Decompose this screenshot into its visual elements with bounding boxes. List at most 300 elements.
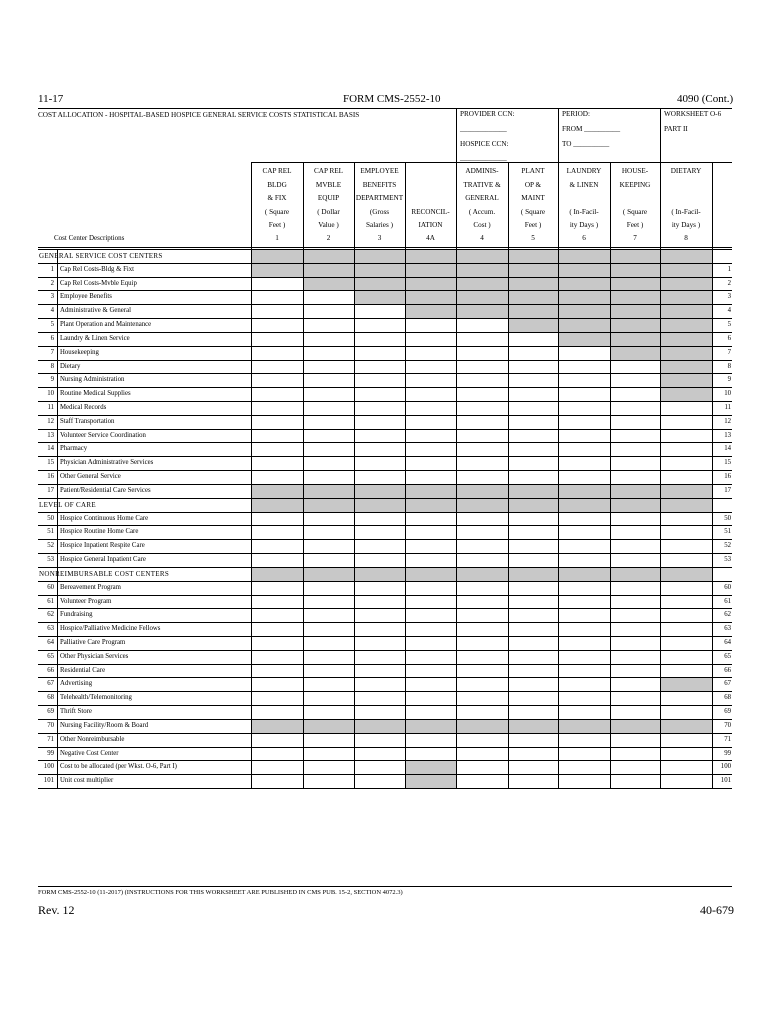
entry-cell[interactable]	[354, 456, 405, 470]
entry-cell[interactable]	[456, 512, 508, 526]
row-rule	[38, 608, 732, 609]
entry-cell[interactable]	[456, 664, 508, 678]
entry-cell[interactable]	[303, 747, 354, 761]
column-header-line: BENEFITS	[362, 180, 397, 189]
entry-cell[interactable]	[508, 456, 558, 470]
entry-cell[interactable]	[303, 373, 354, 387]
entry-cell[interactable]	[405, 691, 456, 705]
entry-cell[interactable]	[456, 429, 508, 443]
entry-cell[interactable]	[610, 401, 660, 415]
column-header-line: GENERAL	[465, 194, 499, 203]
entry-cell[interactable]	[354, 664, 405, 678]
row-rule	[38, 691, 732, 692]
entry-cell[interactable]	[508, 512, 558, 526]
entry-cell[interactable]	[303, 429, 354, 443]
provider-ccn-field[interactable]: _____________	[460, 125, 507, 133]
entry-cell[interactable]	[354, 318, 405, 332]
entry-cell[interactable]	[405, 470, 456, 484]
entry-cell[interactable]	[354, 401, 405, 415]
entry-cell[interactable]	[303, 705, 354, 719]
entry-cell[interactable]	[508, 539, 558, 553]
entry-cell[interactable]	[251, 318, 303, 332]
entry-cell[interactable]	[303, 581, 354, 595]
entry-cell[interactable]	[508, 401, 558, 415]
entry-cell[interactable]	[508, 346, 558, 360]
entry-cell[interactable]	[251, 429, 303, 443]
entry-cell[interactable]	[303, 304, 354, 318]
entry-cell[interactable]	[456, 747, 508, 761]
entry-cell[interactable]	[354, 774, 405, 788]
entry-cell[interactable]	[251, 581, 303, 595]
entry-cell[interactable]	[303, 290, 354, 304]
entry-cell[interactable]	[354, 705, 405, 719]
entry-cell[interactable]	[610, 760, 660, 774]
entry-cell[interactable]	[508, 581, 558, 595]
entry-cell[interactable]	[610, 691, 660, 705]
entry-cell[interactable]	[508, 332, 558, 346]
entry-cell[interactable]	[405, 401, 456, 415]
entry-cell[interactable]	[354, 691, 405, 705]
entry-cell[interactable]	[303, 360, 354, 374]
entry-cell[interactable]	[610, 373, 660, 387]
period-from-field[interactable]: FROM __________	[562, 125, 621, 133]
entry-cell[interactable]	[558, 650, 610, 664]
entry-cell[interactable]	[558, 581, 610, 595]
entry-cell[interactable]	[610, 636, 660, 650]
entry-cell[interactable]	[303, 456, 354, 470]
entry-cell[interactable]	[251, 733, 303, 747]
entry-cell[interactable]	[251, 470, 303, 484]
entry-cell[interactable]	[610, 442, 660, 456]
cost-center-label: Cap Rel Costs-Bldg & Fixt	[60, 265, 135, 273]
entry-cell[interactable]	[610, 622, 660, 636]
entry-cell[interactable]	[354, 512, 405, 526]
entry-cell[interactable]	[610, 664, 660, 678]
entry-cell[interactable]	[354, 608, 405, 622]
entry-cell[interactable]	[456, 360, 508, 374]
entry-cell[interactable]	[303, 622, 354, 636]
entry-cell[interactable]	[405, 664, 456, 678]
entry-cell[interactable]	[558, 539, 610, 553]
entry-cell[interactable]	[508, 747, 558, 761]
entry-cell[interactable]	[354, 553, 405, 567]
entry-cell[interactable]	[456, 373, 508, 387]
entry-cell[interactable]	[508, 429, 558, 443]
entry-cell[interactable]	[610, 553, 660, 567]
entry-cell[interactable]	[303, 664, 354, 678]
entry-cell[interactable]	[610, 733, 660, 747]
entry-cell[interactable]	[251, 360, 303, 374]
entry-cell[interactable]	[610, 512, 660, 526]
entry-cell[interactable]	[405, 677, 456, 691]
entry-cell[interactable]	[303, 401, 354, 415]
entry-cell[interactable]	[405, 595, 456, 609]
entry-cell[interactable]	[610, 525, 660, 539]
entry-cell[interactable]	[251, 774, 303, 788]
entry-cell[interactable]	[303, 512, 354, 526]
row-rule	[38, 484, 732, 485]
entry-cell[interactable]	[610, 677, 660, 691]
entry-cell[interactable]	[251, 332, 303, 346]
entry-cell[interactable]	[508, 470, 558, 484]
entry-cell[interactable]	[405, 442, 456, 456]
entry-cell[interactable]	[508, 664, 558, 678]
entry-cell[interactable]	[558, 360, 610, 374]
entry-cell[interactable]	[660, 747, 712, 761]
entry-cell[interactable]	[303, 650, 354, 664]
footer-rule	[38, 886, 732, 887]
entry-cell[interactable]	[456, 415, 508, 429]
entry-cell[interactable]	[303, 553, 354, 567]
entry-cell[interactable]	[251, 664, 303, 678]
entry-cell[interactable]	[660, 512, 712, 526]
entry-cell[interactable]	[508, 360, 558, 374]
entry-cell[interactable]	[660, 415, 712, 429]
entry-cell[interactable]	[251, 622, 303, 636]
entry-cell[interactable]	[508, 608, 558, 622]
shaded-cell	[610, 719, 660, 733]
entry-cell[interactable]	[456, 318, 508, 332]
entry-cell[interactable]	[251, 277, 303, 291]
entry-cell[interactable]	[558, 401, 610, 415]
shaded-cell	[405, 304, 456, 318]
entry-cell[interactable]	[660, 636, 712, 650]
entry-cell[interactable]	[405, 318, 456, 332]
entry-cell[interactable]	[456, 442, 508, 456]
column-header-line: ( Square	[622, 207, 648, 216]
entry-cell[interactable]	[558, 456, 610, 470]
entry-cell[interactable]	[303, 595, 354, 609]
entry-cell[interactable]	[405, 429, 456, 443]
entry-cell[interactable]	[303, 332, 354, 346]
entry-cell[interactable]	[354, 415, 405, 429]
entry-cell[interactable]	[251, 304, 303, 318]
row-rule	[38, 774, 732, 775]
entry-cell[interactable]	[251, 691, 303, 705]
entry-cell[interactable]	[508, 677, 558, 691]
column-header-line: CAP REL	[262, 167, 292, 175]
entry-cell[interactable]	[456, 760, 508, 774]
entry-cell[interactable]	[251, 760, 303, 774]
entry-cell[interactable]	[660, 622, 712, 636]
entry-cell[interactable]	[660, 595, 712, 609]
entry-cell[interactable]	[303, 733, 354, 747]
entry-cell[interactable]	[508, 553, 558, 567]
entry-cell[interactable]	[303, 760, 354, 774]
entry-cell[interactable]	[354, 747, 405, 761]
entry-cell[interactable]	[660, 553, 712, 567]
entry-cell[interactable]	[558, 373, 610, 387]
entry-cell[interactable]	[303, 774, 354, 788]
entry-cell[interactable]	[456, 525, 508, 539]
entry-cell[interactable]	[610, 774, 660, 788]
entry-cell[interactable]	[405, 539, 456, 553]
entry-cell[interactable]	[303, 677, 354, 691]
entry-cell[interactable]	[456, 456, 508, 470]
entry-cell[interactable]	[303, 608, 354, 622]
entry-cell[interactable]	[558, 553, 610, 567]
entry-cell[interactable]	[558, 691, 610, 705]
entry-cell[interactable]	[610, 539, 660, 553]
entry-cell[interactable]	[405, 512, 456, 526]
entry-cell[interactable]	[251, 705, 303, 719]
entry-cell[interactable]	[610, 415, 660, 429]
entry-cell[interactable]	[354, 360, 405, 374]
entry-cell[interactable]	[456, 608, 508, 622]
entry-cell[interactable]	[405, 373, 456, 387]
entry-cell[interactable]	[405, 747, 456, 761]
entry-cell[interactable]	[405, 525, 456, 539]
entry-cell[interactable]	[251, 539, 303, 553]
entry-cell[interactable]	[354, 525, 405, 539]
entry-cell[interactable]	[456, 553, 508, 567]
shaded-cell	[660, 360, 712, 374]
entry-cell[interactable]	[303, 525, 354, 539]
entry-cell[interactable]	[660, 650, 712, 664]
entry-cell[interactable]	[456, 733, 508, 747]
entry-cell[interactable]	[405, 622, 456, 636]
entry-cell[interactable]	[456, 705, 508, 719]
entry-cell[interactable]	[251, 373, 303, 387]
entry-cell[interactable]	[354, 733, 405, 747]
entry-cell[interactable]	[354, 622, 405, 636]
entry-cell[interactable]	[558, 705, 610, 719]
shaded-cell	[558, 332, 610, 346]
entry-cell[interactable]	[610, 387, 660, 401]
entry-cell[interactable]	[558, 677, 610, 691]
entry-cell[interactable]	[558, 747, 610, 761]
entry-cell[interactable]	[251, 442, 303, 456]
entry-cell[interactable]	[558, 429, 610, 443]
entry-cell[interactable]	[303, 415, 354, 429]
entry-cell[interactable]	[456, 387, 508, 401]
entry-cell[interactable]	[405, 733, 456, 747]
entry-cell[interactable]	[354, 470, 405, 484]
entry-cell[interactable]	[303, 470, 354, 484]
page-number: 40-679	[700, 903, 734, 917]
entry-cell[interactable]	[610, 705, 660, 719]
line-number: 15	[47, 459, 54, 467]
entry-cell[interactable]	[558, 470, 610, 484]
entry-cell[interactable]	[251, 346, 303, 360]
shaded-cell	[610, 318, 660, 332]
entry-cell[interactable]	[508, 733, 558, 747]
entry-cell[interactable]	[610, 360, 660, 374]
entry-cell[interactable]	[251, 747, 303, 761]
entry-cell[interactable]	[558, 346, 610, 360]
entry-cell[interactable]	[303, 691, 354, 705]
entry-cell[interactable]	[405, 415, 456, 429]
entry-cell[interactable]	[508, 760, 558, 774]
entry-cell[interactable]	[558, 608, 610, 622]
entry-cell[interactable]	[354, 760, 405, 774]
entry-cell[interactable]	[610, 456, 660, 470]
entry-cell[interactable]	[456, 636, 508, 650]
entry-cell[interactable]	[405, 553, 456, 567]
entry-cell[interactable]	[354, 595, 405, 609]
entry-cell[interactable]	[303, 387, 354, 401]
row-rule	[38, 747, 732, 748]
entry-cell[interactable]	[456, 677, 508, 691]
entry-cell[interactable]	[405, 346, 456, 360]
entry-cell[interactable]	[354, 332, 405, 346]
entry-cell[interactable]	[354, 429, 405, 443]
entry-cell[interactable]	[508, 650, 558, 664]
entry-cell[interactable]	[610, 747, 660, 761]
entry-cell[interactable]	[251, 387, 303, 401]
entry-cell[interactable]	[303, 636, 354, 650]
entry-cell[interactable]	[405, 332, 456, 346]
entry-cell[interactable]	[456, 581, 508, 595]
entry-cell[interactable]	[660, 774, 712, 788]
entry-cell[interactable]	[558, 415, 610, 429]
entry-cell[interactable]	[558, 636, 610, 650]
row-rule	[38, 677, 732, 678]
line-number: 4	[50, 307, 54, 315]
hospice-ccn-field[interactable]: _____________	[460, 154, 507, 162]
entry-cell[interactable]	[558, 664, 610, 678]
entry-cell[interactable]	[508, 442, 558, 456]
row-rule	[38, 318, 732, 319]
entry-cell[interactable]	[558, 442, 610, 456]
entry-cell[interactable]	[405, 387, 456, 401]
entry-cell[interactable]	[558, 622, 610, 636]
row-rule	[38, 304, 732, 305]
entry-cell[interactable]	[660, 456, 712, 470]
entry-cell[interactable]	[508, 691, 558, 705]
entry-cell[interactable]	[660, 401, 712, 415]
entry-cell[interactable]	[508, 705, 558, 719]
entry-cell[interactable]	[456, 332, 508, 346]
entry-cell[interactable]	[251, 415, 303, 429]
entry-cell[interactable]	[456, 774, 508, 788]
entry-cell[interactable]	[354, 346, 405, 360]
entry-cell[interactable]	[405, 705, 456, 719]
row-rule	[38, 290, 732, 291]
entry-cell[interactable]	[354, 387, 405, 401]
entry-cell[interactable]	[354, 636, 405, 650]
entry-cell[interactable]	[660, 664, 712, 678]
entry-cell[interactable]	[558, 760, 610, 774]
entry-cell[interactable]	[660, 429, 712, 443]
entry-cell[interactable]	[660, 525, 712, 539]
shaded-cell	[610, 263, 660, 277]
entry-cell[interactable]	[251, 456, 303, 470]
entry-cell[interactable]	[610, 595, 660, 609]
cost-center-label: Telehealth/Telemonitoring	[60, 694, 132, 702]
entry-cell[interactable]	[251, 401, 303, 415]
entry-cell[interactable]	[251, 512, 303, 526]
column-number: 4A	[426, 234, 435, 242]
entry-cell[interactable]	[558, 387, 610, 401]
entry-cell[interactable]	[405, 636, 456, 650]
shaded-cell	[405, 484, 456, 498]
section-heading: LEVEL OF CARE	[39, 500, 96, 509]
entry-cell[interactable]	[508, 387, 558, 401]
entry-cell[interactable]	[405, 650, 456, 664]
entry-cell[interactable]	[251, 553, 303, 567]
entry-cell[interactable]	[558, 774, 610, 788]
cost-center-label: Nursing Administration	[60, 376, 125, 384]
entry-cell[interactable]	[303, 318, 354, 332]
entry-cell[interactable]	[610, 581, 660, 595]
entry-cell[interactable]	[354, 677, 405, 691]
entry-cell[interactable]	[303, 539, 354, 553]
entry-cell[interactable]	[508, 774, 558, 788]
entry-cell[interactable]	[405, 581, 456, 595]
section-heading: NONREIMBURSABLE COST CENTERS	[39, 569, 170, 578]
entry-cell[interactable]	[354, 442, 405, 456]
column-header-line: ( Accum.	[468, 207, 496, 216]
entry-cell[interactable]	[610, 429, 660, 443]
entry-cell[interactable]	[660, 581, 712, 595]
entry-cell[interactable]	[354, 650, 405, 664]
entry-cell[interactable]	[251, 525, 303, 539]
entry-cell[interactable]	[610, 650, 660, 664]
entry-cell[interactable]	[660, 539, 712, 553]
entry-cell[interactable]	[508, 415, 558, 429]
entry-cell[interactable]	[251, 608, 303, 622]
entry-cell[interactable]	[251, 650, 303, 664]
entry-cell[interactable]	[251, 677, 303, 691]
entry-cell[interactable]	[456, 539, 508, 553]
entry-cell[interactable]	[303, 442, 354, 456]
entry-cell[interactable]	[354, 539, 405, 553]
entry-cell[interactable]	[456, 346, 508, 360]
entry-cell[interactable]	[251, 290, 303, 304]
entry-cell[interactable]	[456, 650, 508, 664]
entry-cell[interactable]	[558, 512, 610, 526]
entry-cell[interactable]	[508, 622, 558, 636]
entry-cell[interactable]	[508, 595, 558, 609]
entry-cell[interactable]	[660, 691, 712, 705]
entry-cell[interactable]	[456, 595, 508, 609]
line-number-right: 66	[724, 666, 731, 674]
shaded-cell	[508, 484, 558, 498]
entry-cell[interactable]	[405, 608, 456, 622]
entry-cell[interactable]	[660, 442, 712, 456]
entry-cell[interactable]	[660, 705, 712, 719]
entry-cell[interactable]	[660, 760, 712, 774]
entry-cell[interactable]	[610, 470, 660, 484]
entry-cell[interactable]	[456, 691, 508, 705]
entry-cell[interactable]	[251, 595, 303, 609]
period-to-field[interactable]: TO __________	[562, 140, 610, 148]
entry-cell[interactable]	[508, 525, 558, 539]
entry-cell[interactable]	[508, 636, 558, 650]
entry-cell[interactable]	[405, 360, 456, 374]
entry-cell[interactable]	[354, 373, 405, 387]
line-number: 14	[47, 445, 54, 453]
entry-cell[interactable]	[251, 636, 303, 650]
entry-cell[interactable]	[354, 581, 405, 595]
entry-cell[interactable]	[558, 733, 610, 747]
entry-cell[interactable]	[303, 346, 354, 360]
entry-cell[interactable]	[456, 401, 508, 415]
entry-cell[interactable]	[610, 608, 660, 622]
entry-cell[interactable]	[456, 470, 508, 484]
entry-cell[interactable]	[354, 304, 405, 318]
entry-cell[interactable]	[558, 525, 610, 539]
entry-cell[interactable]	[456, 622, 508, 636]
entry-cell[interactable]	[558, 595, 610, 609]
entry-cell[interactable]	[660, 733, 712, 747]
entry-cell[interactable]	[660, 608, 712, 622]
entry-cell[interactable]	[405, 456, 456, 470]
shaded-cell	[660, 290, 712, 304]
entry-cell[interactable]	[508, 373, 558, 387]
entry-cell[interactable]	[660, 470, 712, 484]
